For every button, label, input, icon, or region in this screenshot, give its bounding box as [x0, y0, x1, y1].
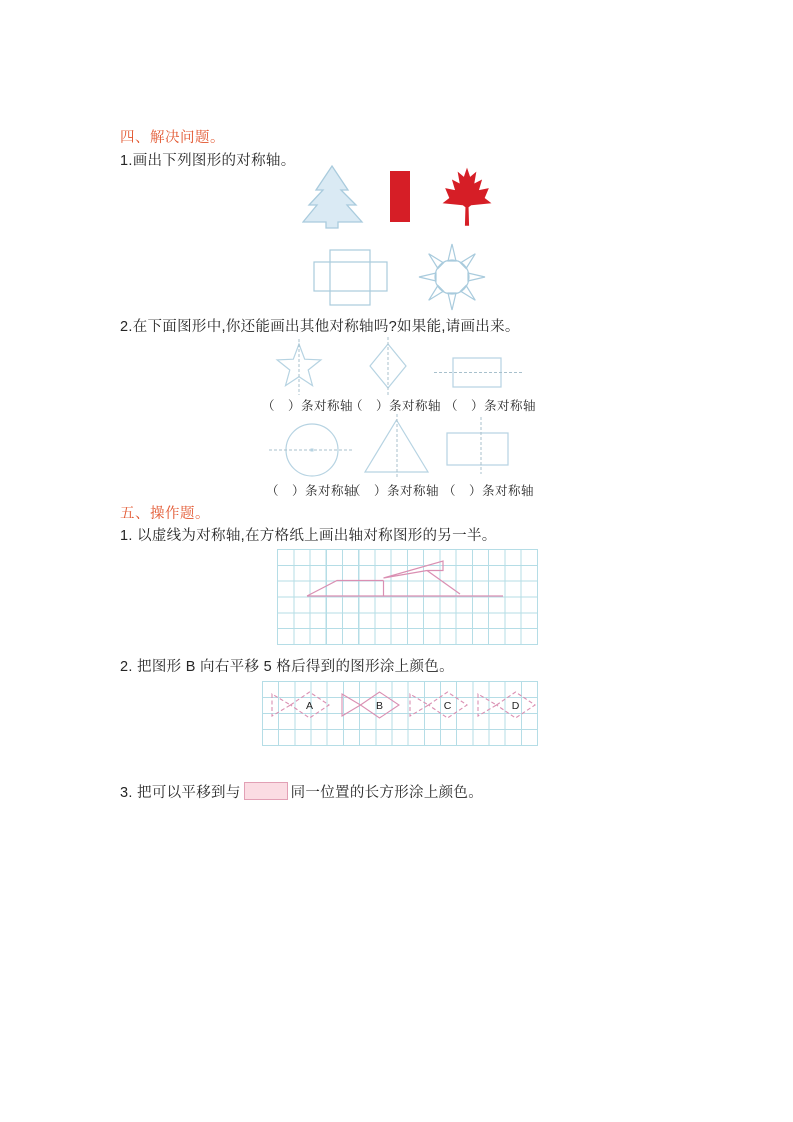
- shape-label-a: A: [305, 700, 314, 712]
- section4-q2-text: 2.在下面图形中,你还能画出其他对称轴吗?如果能,请画出来。: [120, 319, 520, 335]
- section5-q1-text: 1. 以虚线为对称轴,在方格纸上画出轴对称图形的另一半。: [120, 528, 497, 544]
- rectangle-outline: [447, 433, 508, 465]
- pink-reference-box: [244, 782, 288, 800]
- triangle-figure: [360, 413, 434, 479]
- maple-leaf-shape: [441, 165, 493, 231]
- half-figure-drawing: [277, 549, 538, 645]
- red-bar-shape: [390, 171, 410, 222]
- cross-horizontal-rect: [314, 262, 387, 291]
- axis-count-caption: （ ）条对称轴: [445, 399, 537, 413]
- grid-paper-1: [277, 549, 538, 645]
- shape-label-c: C: [443, 700, 452, 712]
- axis-count-caption: （ ）条对称轴: [443, 484, 535, 498]
- fish-shape-d: [478, 692, 535, 718]
- translation-shapes: [262, 681, 538, 746]
- section4-q1-text: 1.画出下列图形的对称轴。: [120, 153, 296, 169]
- section5-q3-suffix: 同一位置的长方形涂上颜色。: [290, 785, 484, 801]
- axis-count-caption: （ ）条对称轴: [350, 399, 442, 413]
- grid-paper-2: [262, 681, 538, 746]
- section-4-title: 四、解决问题。: [120, 130, 225, 146]
- rectangle-figure-vertical-axis: [443, 416, 515, 476]
- pine-tree-polygon: [303, 166, 362, 228]
- rhombus-figure: [366, 336, 410, 398]
- cross-shape: [313, 249, 389, 307]
- section5-q3-prefix: 3. 把可以平移到与: [120, 785, 241, 801]
- shape-label-b: B: [375, 700, 384, 712]
- section-5-title: 五、操作题。: [120, 506, 210, 522]
- fish-shape-b: [342, 692, 399, 718]
- circle-figure: [268, 421, 356, 481]
- rectangle-figure-horizontal-axis: [433, 353, 525, 391]
- fish-shape-a: [272, 692, 329, 718]
- section5-q2-text: 2. 把图形 B 向右平移 5 格后得到的图形涂上颜色。: [120, 659, 454, 675]
- section5-q3-line: [120, 781, 483, 802]
- figure-diagonal: [427, 571, 460, 595]
- fish-shape-c: [410, 692, 467, 718]
- axis-count-caption: （ ）条对称轴: [262, 399, 354, 413]
- axis-count-caption: （ ）条对称轴: [348, 484, 440, 498]
- star-figure: [274, 337, 324, 397]
- maple-leaf-polygon: [443, 168, 492, 226]
- shape-label-d: D: [511, 700, 520, 712]
- cross-vertical-rect: [330, 250, 370, 305]
- pine-tree-shape: [302, 163, 364, 229]
- circle-center-dot: [311, 449, 314, 452]
- sun-circle: [435, 260, 469, 294]
- rhombus-outline: [370, 344, 406, 388]
- figure-polyline: [307, 581, 384, 597]
- axis-count-caption: （ ）条对称轴: [266, 484, 358, 498]
- sun-shape: [414, 239, 490, 315]
